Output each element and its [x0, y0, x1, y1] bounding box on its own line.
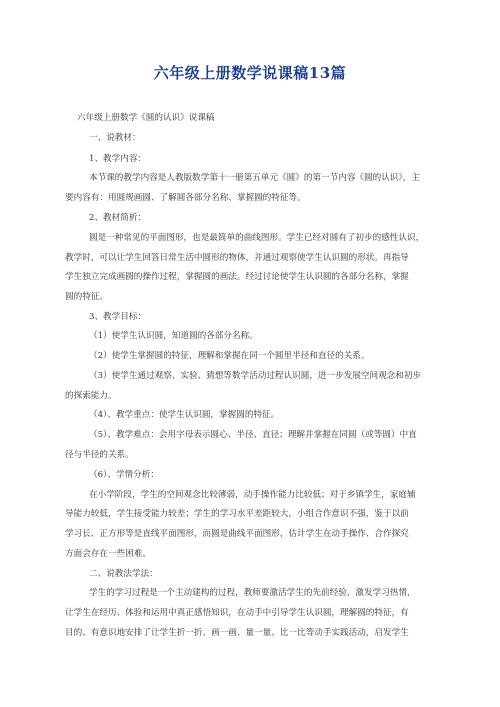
text-line: 学生的学习过程是一个主动建构的过程，教师要激活学生的先前经验，激发学习热情，: [89, 588, 416, 598]
text-line: （6）、学情分析：: [89, 470, 159, 480]
text-line: 圆是一种常见的平面图形，也是最简单的曲线图形。学生已经对圆有了初步的感性认识，: [89, 233, 425, 243]
text-line: （1）使学生认识圆，知道圆的各部分名称。: [89, 331, 258, 341]
text-line: （5）、教学难点：会用字母表示圆心、半径、直径；理解并掌握在同圆（或等圆）中直: [89, 430, 417, 440]
text-line: 要内容有：用圆规画圆、了解圆各部分名称、掌握圆的特征等。: [65, 193, 306, 203]
text-line: 二、说教法学法：: [89, 569, 158, 579]
text-line: 让学生在经历、体验和运用中真正感悟知识，在动手中引导学生认识圆，理解圆的特征，有: [65, 608, 409, 618]
text-line: 1、教学内容：: [89, 154, 147, 164]
text-line: 六年级上册数学《圆的认识》说课稿: [77, 113, 215, 123]
text-line: 方面会存在一些困难。: [65, 549, 151, 559]
text-line: 圆的特征。: [65, 292, 108, 302]
text-line: 径与半径的关系。: [65, 450, 134, 460]
text-line: 导能力较低，学生接受能力较差；学生的学习水平差距较大，小组合作意识不强，鉴于以前: [65, 509, 409, 519]
text-line: 2、教材简析：: [89, 213, 147, 223]
text-line: （3）使学生通过观察、实验、猜想等数学活动过程认识圆，进一步发展空间观念和初步: [89, 371, 422, 381]
text-line: 学生独立完成画圆的操作过程，掌握圆的画法。经过讨论使学生认识圆的各部分名称，掌握: [65, 272, 409, 282]
text-line: 在小学阶段，学生的空间观念比较薄弱，动手操作能力比较低；对于乡镇学生，家庭辅: [89, 490, 416, 500]
text-line: 学习长、正方形等是直线平面图形，而圆是曲线平面图形，估计学生在动手操作、合作探究: [65, 529, 409, 539]
text-line: （2）使学生掌握圆的特征，理解和掌握在同一个圆里半径和直径的关系。: [89, 351, 370, 361]
document-title: 六年级上册数学说课稿13篇: [153, 64, 347, 82]
text-line: 的探索能力。: [65, 391, 117, 401]
text-line: 教学时，可以让学生回答日常生活中圆形的物体，并通过观察使学生认识圆的形状。再指导: [65, 253, 409, 263]
text-line: 一、说教材：: [89, 133, 141, 143]
text-line: 本节课的教学内容是人教版数学第十一册第五单元《圆》的第一节内容《圆的认识》，主: [89, 173, 420, 183]
text-line: 3、教学目标：: [89, 312, 147, 322]
text-line: 目的、有意识地安排了让学生折一折、画一画、量一量、比一比等动手实践活动，启发学生: [65, 628, 409, 638]
text-line: （4）、教学重点：使学生认识圆，掌握圆的特征。: [89, 410, 280, 420]
